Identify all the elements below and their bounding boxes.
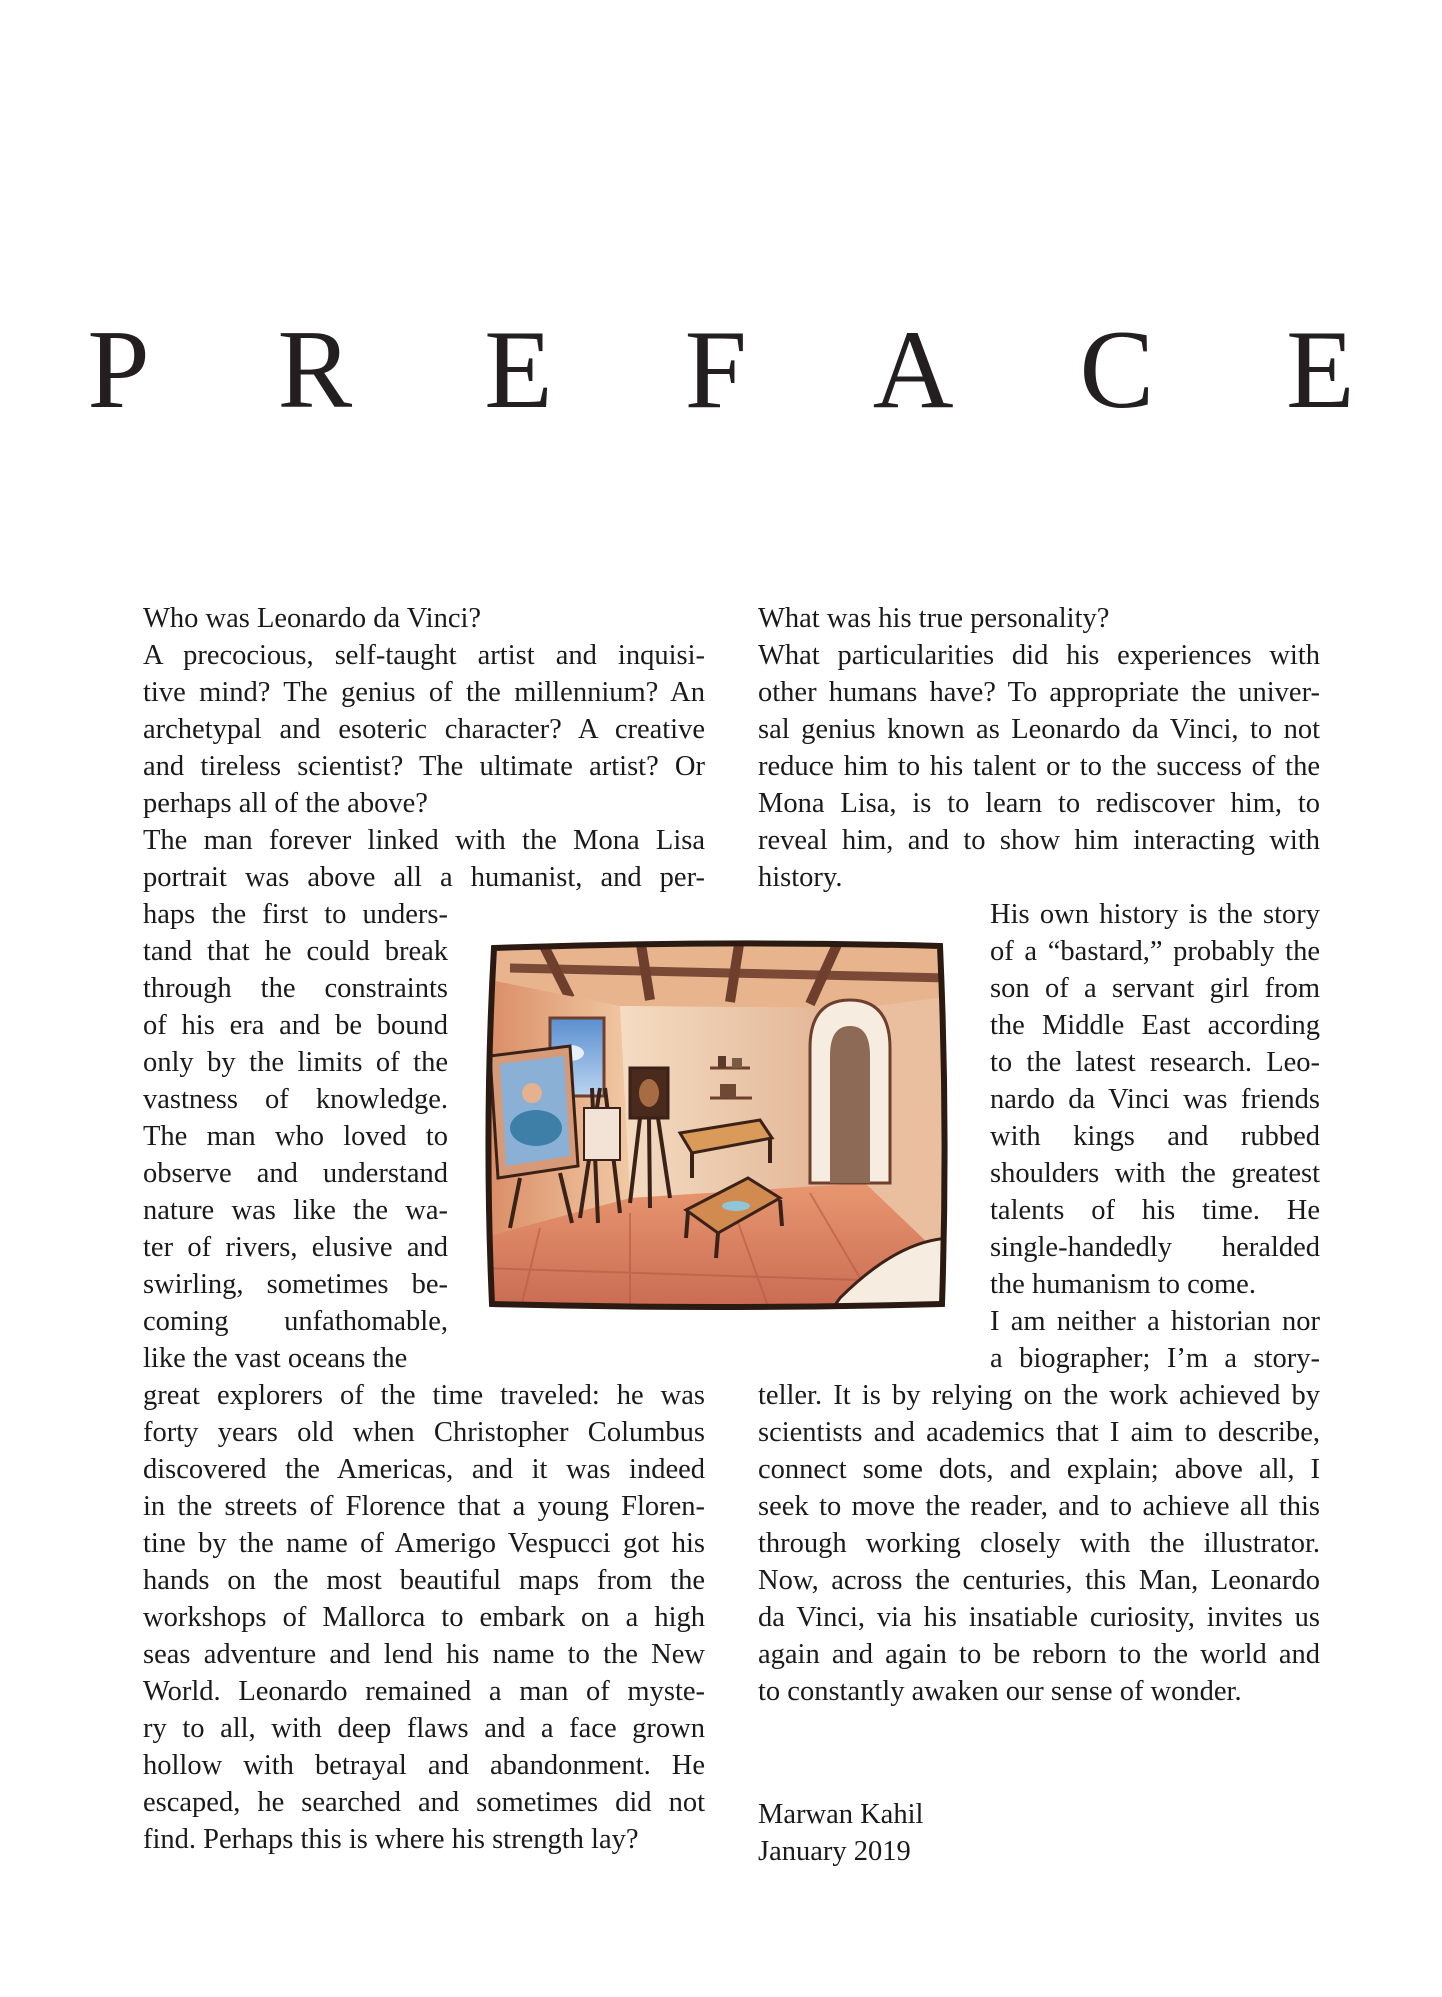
text-line: only by the limits of the: [143, 1047, 448, 1078]
studio-illustration: [480, 938, 954, 1312]
text-line: the Middle East according: [990, 1010, 1320, 1041]
text-line: through working closely with the illustrator.: [758, 1528, 1320, 1559]
text-line: with kings and rubbed: [990, 1121, 1320, 1152]
text-line: history.: [758, 862, 843, 893]
text-line: Now, across the centuries, this Man, Leonardo: [758, 1565, 1320, 1596]
text-line: haps the first to unders-: [143, 899, 448, 930]
text-line: reveal him, and to show him interacting with: [758, 825, 1320, 856]
text-line: World. Leonardo remained a man of myste-: [143, 1676, 705, 1707]
text-line: the humanism to come.: [990, 1269, 1256, 1300]
text-line: Mona Lisa, is to learn to rediscover him, to: [758, 788, 1320, 819]
text-line: archetypal and esoteric character? A creative: [143, 714, 705, 745]
text-line: seek to move the reader, and to achieve all this: [758, 1491, 1320, 1522]
text-line: again and again to be reborn to the world and: [758, 1639, 1320, 1670]
text-line: connect some dots, and explain; above all, I: [758, 1454, 1320, 1485]
text-line: nature was like the wa-: [143, 1195, 448, 1226]
text-line: hands on the most beautiful maps from the: [143, 1565, 705, 1596]
text-line: other humans have? To appropriate the univer-: [758, 677, 1320, 708]
text-line: son of a servant girl from: [990, 973, 1320, 1004]
text-line: perhaps all of the above?: [143, 788, 428, 819]
author-name: Marwan Kahil: [758, 1799, 924, 1830]
text-line: I am neither a historian nor: [990, 1306, 1320, 1337]
text-line: nardo da Vinci was friends: [990, 1084, 1320, 1115]
text-line: reduce him to his talent or to the success of the: [758, 751, 1320, 782]
text-line: and tireless scientist? The ultimate artist? Or: [143, 751, 705, 782]
text-line: His own history is the story: [990, 899, 1320, 930]
text-line: discovered the Americas, and it was indeed: [143, 1454, 705, 1485]
text-line: like the vast oceans the: [143, 1343, 408, 1374]
text-line: through the constraints: [143, 973, 448, 1004]
text-line: to the latest research. Leo-: [990, 1047, 1320, 1078]
text-line: What particularities did his experiences with: [758, 640, 1320, 671]
text-line: single-handedly heralded: [990, 1232, 1320, 1263]
text-line: A precocious, self-taught artist and inquisi-: [143, 640, 705, 671]
text-line: The man forever linked with the Mona Lisa: [143, 825, 705, 856]
text-line: tive mind? The genius of the millennium? An: [143, 677, 705, 708]
text-line: seas adventure and lend his name to the New: [143, 1639, 705, 1670]
text-line: swirling, sometimes be-: [143, 1269, 448, 1300]
text-line: workshops of Mallorca to embark on a high: [143, 1602, 705, 1633]
text-line: da Vinci, via his insatiable curiosity, invites us: [758, 1602, 1320, 1633]
text-line: of a “bastard,” probably the: [990, 936, 1320, 967]
text-line: of his era and be bound: [143, 1010, 448, 1041]
text-line: vastness of knowledge.: [143, 1084, 448, 1115]
text-line: coming unfathomable,: [143, 1306, 448, 1337]
text-line: teller. It is by relying on the work achieved by: [758, 1380, 1320, 1411]
text-line: talents of his time. He: [990, 1195, 1320, 1226]
text-line: sal genius known as Leonardo da Vinci, to not: [758, 714, 1320, 745]
text-line: a biographer; I’m a story-: [990, 1343, 1320, 1374]
text-line: hollow with betrayal and abandonment. He: [143, 1750, 705, 1781]
text-line: The man who loved to: [143, 1121, 448, 1152]
signature-date: January 2019: [758, 1836, 911, 1867]
text-line: observe and understand: [143, 1158, 448, 1189]
text-line: to constantly awaken our sense of wonder.: [758, 1676, 1242, 1707]
text-line: great explorers of the time traveled: he was: [143, 1380, 705, 1411]
text-line: scientists and academics that I aim to describe,: [758, 1417, 1320, 1448]
text-line: What was his true personality?: [758, 603, 1110, 634]
text-line: portrait was above all a humanist, and per-: [143, 862, 705, 893]
text-line: find. Perhaps this is where his strength lay?: [143, 1824, 639, 1855]
text-line: ry to all, with deep flaws and a face grown: [143, 1713, 705, 1744]
text-line: forty years old when Christopher Columbus: [143, 1417, 705, 1448]
text-line: shoulders with the greatest: [990, 1158, 1320, 1189]
text-line: ter of rivers, elusive and: [143, 1232, 448, 1263]
text-line: tine by the name of Amerigo Vespucci got his: [143, 1528, 705, 1559]
text-line: tand that he could break: [143, 936, 448, 967]
page-title: P R E F A C E: [87, 308, 1407, 432]
text-line: escaped, he searched and sometimes did not: [143, 1787, 705, 1818]
text-line: in the streets of Florence that a young Floren-: [143, 1491, 705, 1522]
text-line: Who was Leonardo da Vinci?: [143, 603, 482, 634]
